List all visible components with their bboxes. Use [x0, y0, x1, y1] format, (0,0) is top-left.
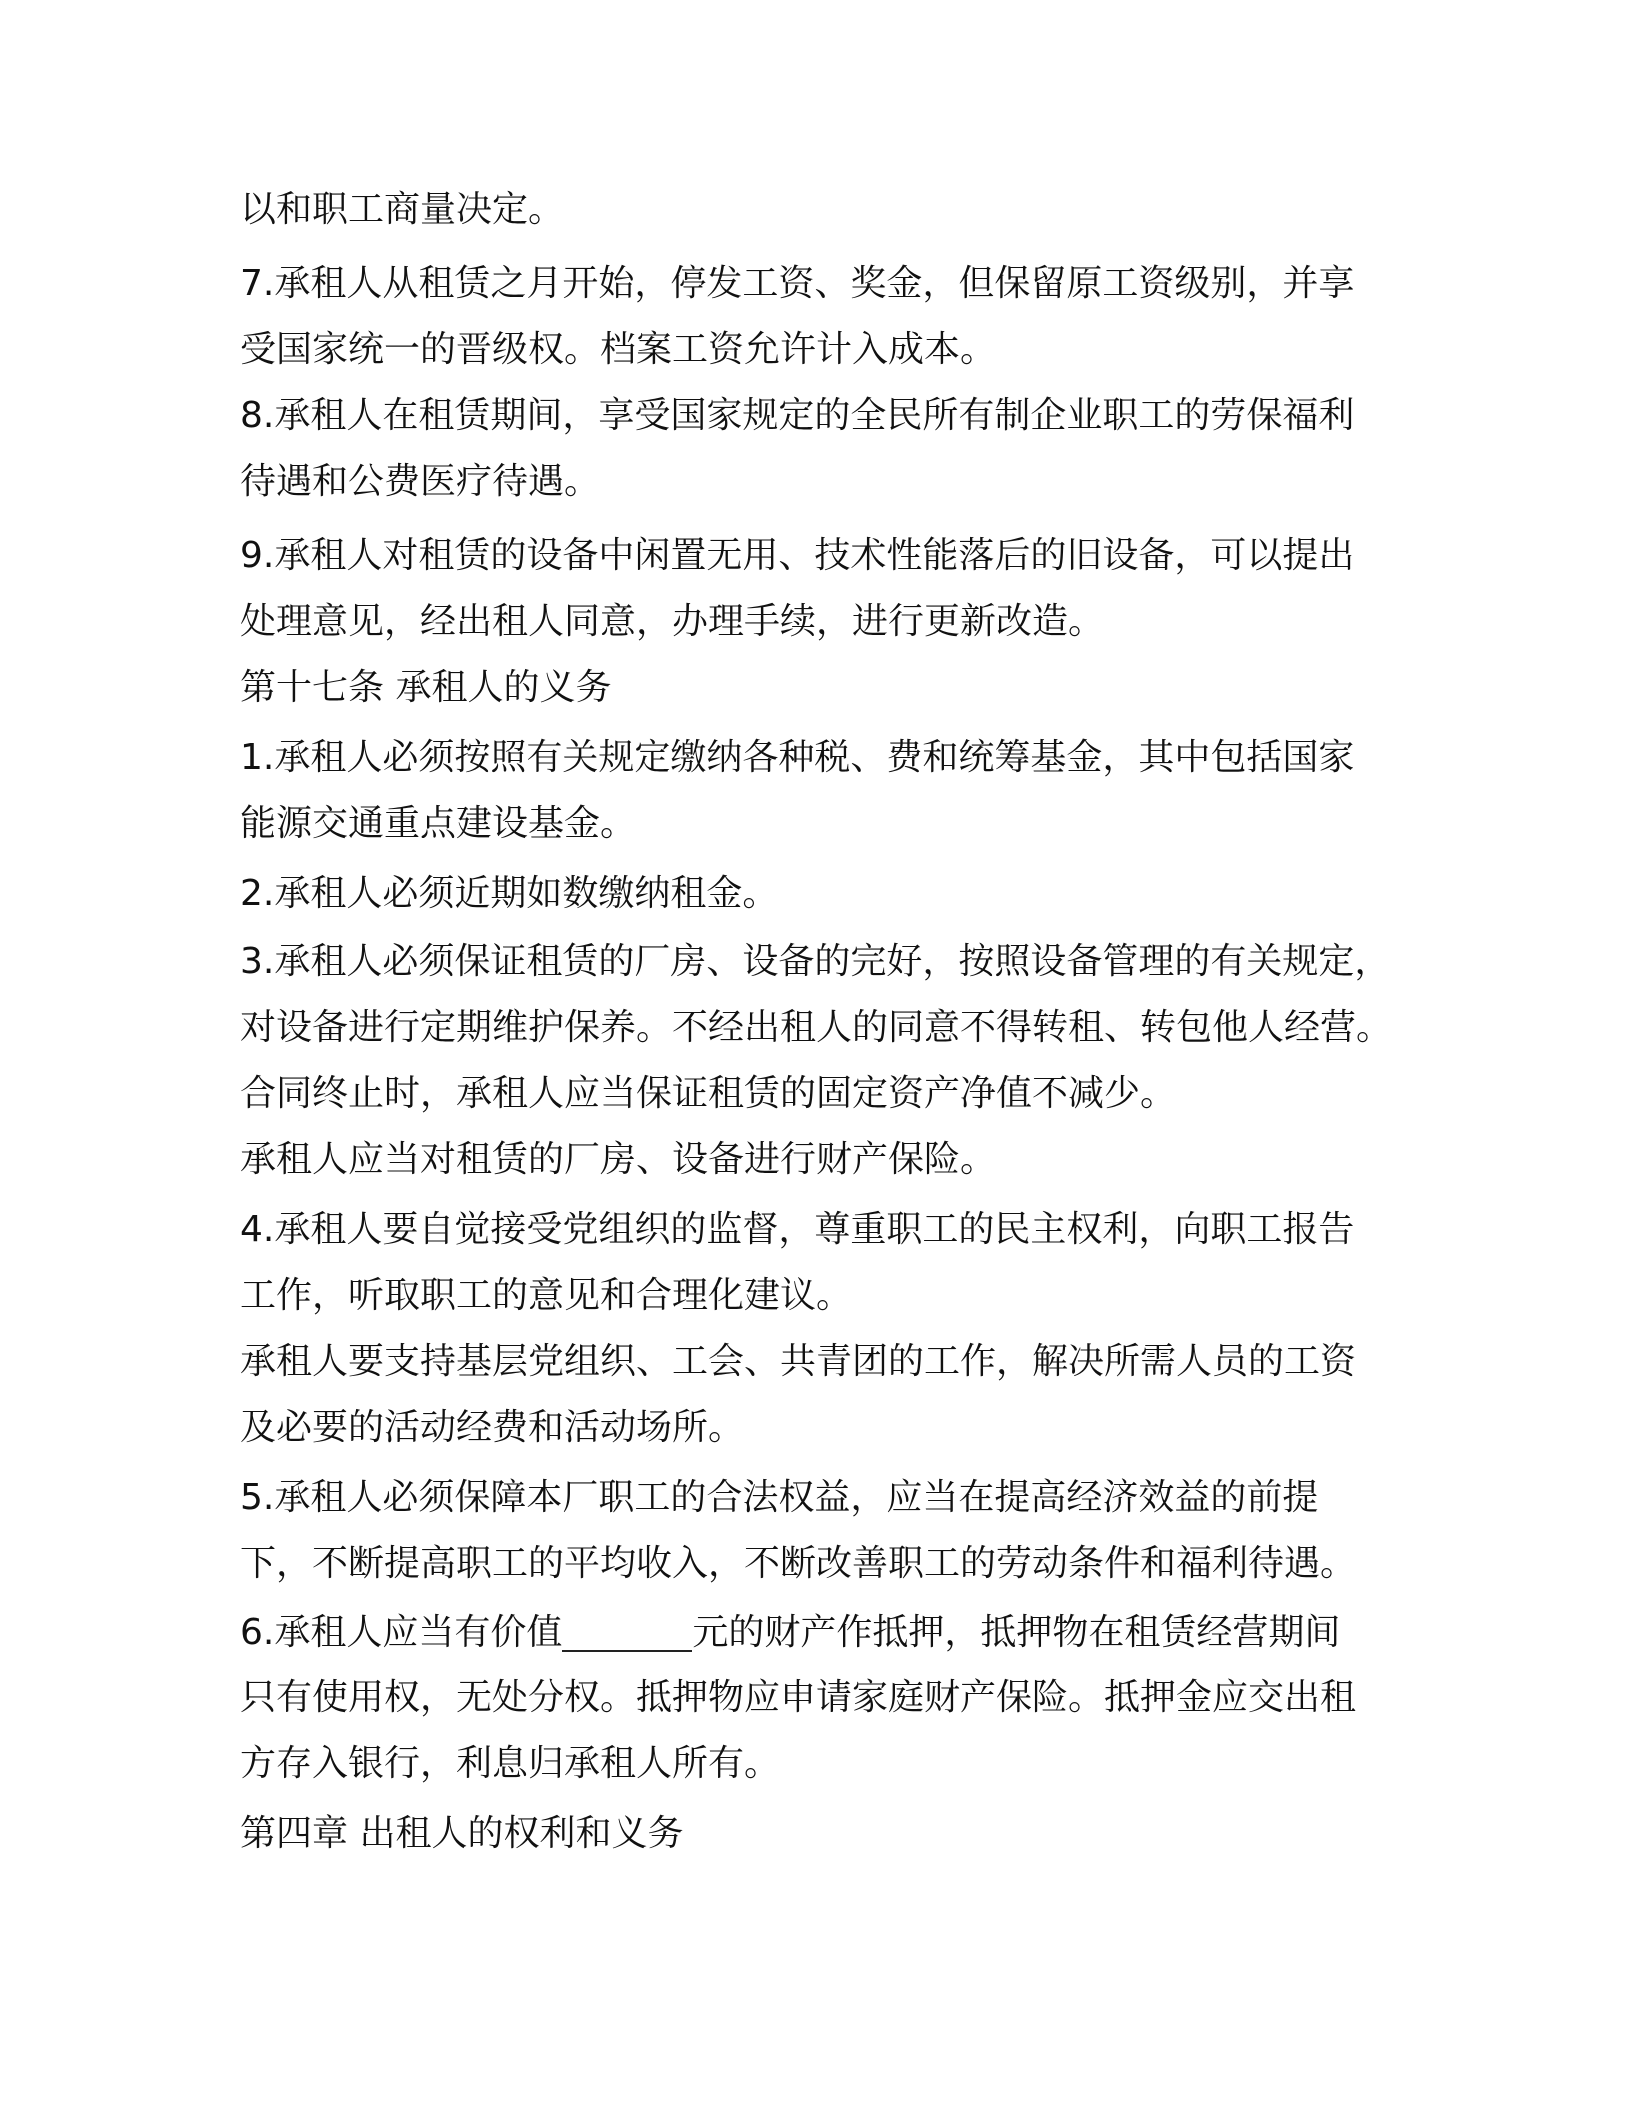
duty-6-line-2: 只有使用权，无处分权。抵押物应申请家庭财产保险。抵押金应交出租 [240, 1677, 1357, 1718]
clause-9-line-2: 处理意见，经出租人同意，办理手续，进行更新改造。 [240, 601, 1105, 642]
duty-3-line-2: 对设备进行定期维护保养。不经出租人的同意不得转租、转包他人经营。 [240, 1007, 1393, 1048]
duty-3-line-4: 承租人应当对租赁的厂房、设备进行财产保险。 [240, 1139, 997, 1180]
duty-4-line-1: 4.承租人要自觉接受党组织的监督，尊重职工的民主权利，向职工报告 [240, 1209, 1355, 1250]
article-17-heading: 第十七条 承租人的义务 [240, 667, 612, 708]
text-line: 以和职工商量决定。 [240, 189, 565, 230]
clause-7-line-1: 7.承租人从租赁之月开始，停发工资、奖金，但保留原工资级别，并享 [240, 263, 1355, 304]
duty-4-line-2: 工作，听取职工的意见和合理化建议。 [240, 1275, 853, 1316]
clause-8-line-2: 待遇和公费医疗待遇。 [240, 461, 601, 502]
duty-3-line-1: 3.承租人必须保证租赁的厂房、设备的完好，按照设备管理的有关规定， [240, 941, 1391, 982]
duty-2-line: 2.承租人必须近期如数缴纳租金。 [240, 873, 779, 914]
duty-6-text-after-blank: 元的财产作抵押，抵押物在租赁经营期间 [692, 1612, 1341, 1653]
duty-4-line-3: 承租人要支持基层党组织、工会、共青团的工作，解决所需人员的工资 [240, 1341, 1357, 1382]
duty-6-line-3: 方存入银行，利息归承租人所有。 [240, 1743, 781, 1784]
clause-8-line-1: 8.承租人在租赁期间，享受国家规定的全民所有制企业职工的劳保福利 [240, 395, 1355, 436]
duty-1-line-1: 1.承租人必须按照有关规定缴纳各种税、费和统筹基金，其中包括国家 [240, 737, 1355, 778]
duty-6-text-before-blank: 6.承租人应当有价值 [240, 1612, 563, 1653]
clause-9-line-1: 9.承租人对租赁的设备中闲置无用、技术性能落后的旧设备，可以提出 [240, 535, 1355, 576]
duty-6-line-1 [240, 1610, 1340, 1654]
duty-5-line-1: 5.承租人必须保障本厂职工的合法权益，应当在提高经济效益的前提 [240, 1477, 1319, 1518]
value-blank [562, 1610, 692, 1652]
clause-7-line-2: 受国家统一的晋级权。档案工资允许计入成本。 [240, 329, 997, 370]
chapter-4-heading: 第四章 出租人的权利和义务 [240, 1813, 684, 1854]
duty-4-line-4: 及必要的活动经费和活动场所。 [240, 1407, 745, 1448]
duty-3-line-3: 合同终止时，承租人应当保证租赁的固定资产净值不减少。 [240, 1073, 1177, 1114]
duty-5-line-2: 下，不断提高职工的平均收入，不断改善职工的劳动条件和福利待遇。 [240, 1543, 1357, 1584]
duty-1-line-2: 能源交通重点建设基金。 [240, 803, 637, 844]
